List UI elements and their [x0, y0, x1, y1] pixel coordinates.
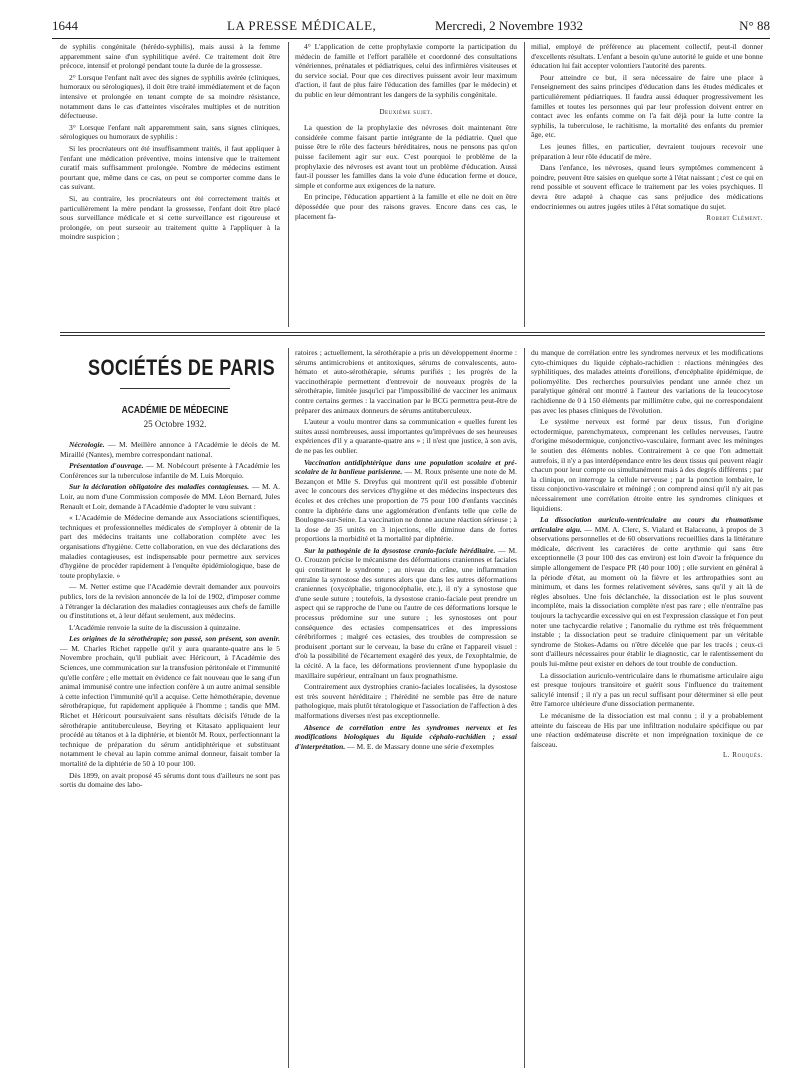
- entry-title: Sur la pathogénie de la dysostose cranio-faciale héréditaire.: [304, 545, 496, 555]
- signature: L. Rouquès.: [723, 751, 763, 760]
- entry: [295, 546, 517, 680]
- entry-text: La dissociation auriculo-ventriculaire dans le rhumatisme articulaire aigu est presque toujours transitoire et guérit sous l'influence du traitement salicylé intensif ; il n'y a pas un recul suffisant pour déterminer si elle peut être l'amorce ultérieure d'une dissociation permanente.: [531, 670, 763, 709]
- entry-title: Les origines de la sérothérapie; son passé, son présent, son avenir.: [69, 634, 280, 644]
- entry: [295, 682, 517, 720]
- section-divider: [60, 332, 765, 333]
- entry: [295, 417, 517, 455]
- paragraph: Les jeunes filles, en particulier, devraient toujours recevoir une préparation à leur rôle éducatif de mère.: [531, 141, 763, 161]
- top-column-1: [60, 42, 280, 244]
- paragraph: 4° L'application de cette prophylaxie comporte la participation du médecin de famille et l'effort parallèle et coordonné des consultations vénériennes, prénatales et pédiatriques, celui des infirmières visiteuses et du service social. Pour que ces directives puissent avoir leur maximum d'action, il faut de plus faire l'éducation des familles (par le médecin) et du public en leur démontrant les dangers de la syphilis congénitale.: [295, 42, 517, 99]
- entry-text: Le système nerveux est formé par deux tissus, l'un d'origine ectodermique, parenchymateux, comprenant les cellules nerveuses, l'autre d'origine mésodermique, conjonctivo-vasculaire, formant avec les méninges le soutien des éléments nobles. Contrairement à ce que l'on admettait autrefois, il n'y a pas interdépendance entre les deux tissus qui peuvent réagir chacun pour leur compte ou simultanément mais à des degrés différents ; par la clinique, on interroge la cellule nerveuse ; par la ponction lombaire, le tissu conjonctivo-vasculaire et méningé ; on comprend ainsi qu'il n'y ait pas nécessairement une corrélation étroite entre les syndromes cliniques et liquidiens.: [531, 417, 763, 513]
- paragraph: La question de la prophylaxie des névroses doit maintenant être considérée comme faisant partie intégrante de la pédiatrie. Quel que puisse être le rôle des facteurs héréditaires, nous ne pensons pas qu'on puisse facilement agir sur eux. C'est pourquoi le problème de la prophylaxie des névroses est avant tout un problème d'éducation. Aussi faut-il pousser les familles dans la voie d'une éducation ferme et douce, simple et conforme aux exigences de la nature.: [295, 123, 517, 190]
- top-column-3: [531, 42, 763, 226]
- entry-text: — M. A. Loir, au nom d'une Commission composée de MM. Léon Bernard, Jules Renault et Loir, demande à l'Académie d'adopter le vœu suivant :: [60, 482, 281, 511]
- paragraph: Si les procréateurs ont été insuffisamment traités, il faut appliquer à l'enfant une médication préventive, moins intensive que le traitement curatif mais suffisamment prolongée. Nombre de médecins estiment pourtant que, même dans ce cas, on peut se comporter comme dans le cas suivant.: [60, 143, 280, 192]
- entry-title: Sur la déclaration obligatoire des maladies contagieuses.: [69, 482, 250, 492]
- paragraph: Si, au contraire, les procréateurs ont été correctement traités et particulièrement la mère pendant la grossesse, l'enfant doit être placé sous surveillance médicale et si cette surveillance est rigoureuse et prolongée, on peut surseoir au traitement quitte à l'appliquer à la moindre suspicion ;: [60, 193, 280, 242]
- entry: [60, 440, 280, 459]
- signature: Robert Clément.: [706, 214, 763, 223]
- paragraph: de syphilis congénitale (hérédo-syphilis), mais aussi à la femme apparemment saine d'un syphilitique avéré. Ce traitement doit être précoce, intensif et prolongé pendant toute la durée de la grossesse.: [60, 42, 280, 71]
- page-header: [52, 16, 770, 39]
- entry: [60, 634, 280, 768]
- entry: [295, 348, 517, 415]
- paragraph: Pour atteindre ce but, il sera nécessaire de faire une place à l'enseignement des sains principes d'éducation dans les études médicales et particulièrement pédiatriques. Il faudra aussi éduquer progressivement les familles et toutes les personnes qui par leur profession doivent entrer en contact avec les enfants comme on l'a fait déjà pour la lutte contre la syphilis, la tuberculose, le rachitisme, la mortalité des enfants du premier âge, etc.: [531, 72, 763, 140]
- entry: [531, 417, 763, 513]
- entry: [60, 623, 280, 633]
- entry-text: — M. Charles Richet rappelle qu'il y aura quarante-quatre ans le 5 Novembre prochain, qu'il publiait avec Héricourt, à l'Académie des Sciences, une communication sur la transfusion péritonéale et l'immunité qu'elle confère ; elle mettait en évidence ce fait nouveau que le sang d'un animal immunisé contre une infection confère à un autre animal sensible à cette infection l'immunité qu'il a acquise. Cette hémothérapie, devenue sérothérapique, fut rapidement appliquée à l'homme ; tandis que MM. Richet et Héricourt poursuivaient sans résultats décisifs l'étude de la sérothérapie antituberculeuse, Beyring et Kitasato appliquaient leur procédé au tétanos et à la diphtérie, et bientôt M. Roux, perfectionnant la technique de préparation du sérum antidiphtérique et substituant notamment le cheval au lapin comme animal donneur, faisait tomber la mortalité de la diphtérie de 50 à 10 pour 100.: [60, 643, 280, 768]
- entry-text: — M. E. de Massary donne une série d'exemples: [345, 741, 494, 751]
- paragraph: milial, employé de préférence au placement collectif, peut-il donner d'excellents résultats. L'enfant a besoin qu'une autorité le guide et une bonne éducation lui fait accepter volontiers l'autorité des parents.: [531, 42, 763, 71]
- entry-title: Nécrologie.: [69, 440, 105, 449]
- paragraph: 3° Lorsque l'enfant naît apparemment sain, sans signes cliniques, sérologiques ou humoraux de syphilis :: [60, 122, 280, 142]
- entry-text: du manque de corrélation entre les syndromes nerveux et les modifications cyto-chimiques du liquide céphalo-rachidien : réactions méningées des syphilitiques, des malades atteints d'oreillons, d'encéphalite épidémique, de poliomyélite. Des recherches poursuivies pendant une année chez un paralytique général ont montré à l'auteur des variations de la leucocytose rachidienne de 0 à 150 éléments par millimètre cube, qui ne correspondaient pas avec les phases cliniques de l'évolution.: [531, 348, 763, 415]
- column-rule: [288, 42, 289, 327]
- issue-date: Mercredi, 2 Novembre 1932: [435, 18, 584, 33]
- journal-title: LA PRESSE MÉDICALE,: [227, 18, 377, 33]
- column-rule: [524, 348, 525, 1068]
- entry: [295, 723, 517, 752]
- entry-title: Présentation d'ouvrage.: [69, 461, 144, 471]
- academy-heading: ACADÉMIE DE MÉDECINE: [121, 405, 229, 416]
- entry-text: — M. Nobécourt présente à l'Académie les Conférences sur la tuberculose infantile de M. Luis Morquio.: [60, 461, 280, 480]
- entry-title: Vaccination antidiphtérique dans une population scolaire et pré-scolaire de la banlieue parisienne.: [295, 457, 517, 477]
- subject-heading: Deuxième sujet.: [379, 107, 433, 116]
- bottom-column-2: [295, 348, 517, 753]
- column-rule: [288, 348, 289, 1068]
- entry: [531, 515, 763, 669]
- page-number: 1644: [52, 18, 78, 33]
- entry: [531, 711, 763, 749]
- entry-text: « L'Académie de Médecine demande aux Associations scientifiques, techniques et professionnelles médicales de s'employer à obtenir de la part des médecins traitants une collaboration complète avec les organisations d'hygiène. Cette collaboration, en vue des déclarations des maladies contagieuses, est indispensable pour permettre aux services d'hygiène de procéder rapidement à l'enquête épidémiologique, base de toute prophylaxie. »: [60, 513, 280, 580]
- session-date: 25 Octobre 1932.: [143, 419, 207, 429]
- bottom-column-1: [60, 440, 280, 792]
- entry-text: L'Académie renvoie la suite de la discussion à quinzaine.: [69, 622, 241, 632]
- entry-text: — M. Netter estime que l'Académie devrait demander aux pouvoirs publics, lors de la revision annoncée de la loi de 1902, d'imposer comme à l'étranger la déclaration des maladies contagieuses aux chefs de famille ou d'institutions et, à leur défaut seulement, aux médecins.: [60, 582, 280, 621]
- entry: [60, 461, 280, 480]
- entry-text: Contrairement aux dystrophies cranio-faciales localisées, la dysostose est très souvent héréditaire ; l'hérédité ne semble pas être de nature pathologique, mais plutôt tératologique et l'association de l'affection à des malformations diverses n'est pas exceptionnelle.: [295, 682, 517, 720]
- entry: [531, 348, 763, 415]
- entry-text: — M. O. Crouzon précise le mécanisme des déformations craniennes et faciales qui constituent le syndrome ; au niveau du crâne, une inflammation entraîne la synostose des sutures alors que dans les autres déformations craniennes (oxycéphalie, trigonocéphalie, etc.), il n'y a synostose que d'une seule suture ; toutefois, la dysostose cranio-faciale peut prendre un aspect qui se rapproche de l'une ou l'autre de ces déformations lorsque le processus prédomine sur une suture ; les synostoses ont pour conséquence des ectasies compensatrices et des impressions cérébriformes ; malgré ces ectasies, des troubles de compression se produisent ,portant sur le cerveau, la base du crâne et l'appareil visuel : d'où la possibilité de l'écartement exagéré des yeux, de l'exophtalmie, de la cécité. A la face, les déformations proviennent d'une hypoplasie du maxillaire supérieur, entraînant un faux prognathisme.: [295, 545, 517, 680]
- entry: [60, 582, 280, 620]
- entry-title: La dissociation auriculo-ventriculaire au cours du rhumatisme articulaire aigu.: [531, 515, 763, 534]
- entry: [60, 513, 280, 580]
- entry-text: — MM. A. Clerc, S. Vialard et Balaceanu, à propos de 3 observations personnelles et de 60 observations recueillies dans la littérature médicale, décrivent les caractères de cette arythmie qui sans être exceptionnelle (3 pour 100 des cas environ) est loin d'avoir la fréquence du simple allongement de l'espace PR (40 pour 100) ; elle survient en général à la période d'état, au moment où la fièvre et les arthropathies sont au minimum, et dans les formes relativement sévères, sans qu'il y ait là de règles absolues. Une fois déclanchée, la dissociation est le plus souvent incomplète, mais la dissociation complète n'est pas rare ; elle n'entraîne pas toujours la tachycardie excessive qui en est l'expression classique et l'on peut noter une tachycardie relative ; l'anomalie du rythme est très fréquemment instable ; la dissociation peut se traduire cliniquement par un véritable syndrome de Stokes-Adams ou n'être décelée que par les tracés ; ceux-ci sont d'ailleurs nécessaires pour établir le diagnostic, car le ralentissement du pouls lui-même peut exister en dehors de tout trouble de conduction.: [531, 524, 763, 668]
- paragraph: Dans l'enfance, les névroses, quand leurs symptômes commencent à poindre, peuvent être saisies en quelque sorte à l'état naissant ; c'est ce qui en rend possible et souvent efficace le traitement par les voies psychiques. Il devra être adapté à chaque cas sans préjudice des médications endocriniennes ou autres jugées utiles à l'état somatique du sujet.: [531, 163, 763, 211]
- entry-title: Absence de corrélation entre les syndromes nerveux et les modifications biologiques du liquide céphalo-rachidien ; essai d'interprétation.: [295, 722, 517, 751]
- entry-text: Le mécanisme de la dissociation est mal connu ; il y a probablement atteinte du faisceau de His par une infiltration nodulaire spécifique ou par une réaction œdémateuse discrète et non imprégnation toxinique de ce faisceau.: [531, 710, 763, 749]
- entry-text: — M. Roux présente une note de M. Bezançon et Mlle S. Dreyfus qui montrent qu'il est possible d'obtenir avec le concours des services d'hygiène et des médecins inspecteurs des écoles et des crèches une proportion de 75 pour 100 d'enfants vaccinés contre la diphtérie dans une agglomération d'enfants telle que celle de Boulogne-sur-Seine. La vaccination ne donne aucune réaction sérieuse ; à la dose de 35 unités en 3 injections, elle diminue dans de fortes proportions la morbidité et la mortalité par diphtérie.: [295, 467, 517, 544]
- entry-text: — M. Meillère annonce à l'Académie le décès de M. Miraillé (Nantes), membre correspondant national.: [60, 440, 280, 459]
- entry: [295, 458, 517, 544]
- entry: [60, 482, 280, 511]
- section-divider: [60, 335, 765, 336]
- entry: [531, 671, 763, 709]
- entry-text: ratoires ; actuellement, la sérothérapie a pris un développement énorme : sérums antimicrobiens et antitoxiques, sérums de convalescents, auto-hémato et auto-sérothérapie, sérums purifiés ; les progrès de la vaccinothérapie permettent d'entrevoir de nouveaux progrès de la sérothérapie, limitée jusqu'ici par l'impossibilité de vacciner les animaux contre certains germes : la vaccination par le BCG permettra peut-être de préparer des animaux donneurs de sérums antituberculeux.: [295, 348, 517, 415]
- section-title: SOCIÉTÉS DE PARIS: [88, 355, 276, 380]
- entry-text: Dès 1899, on avait proposé 45 sérums dont tous d'ailleurs ne sont pas sortis du domaine des labo-: [60, 770, 280, 790]
- entry: [60, 771, 280, 790]
- issue-number: N° 88: [739, 18, 770, 33]
- bottom-column-3: [531, 348, 763, 763]
- paragraph: En principe, l'éducation appartient à la famille et elle ne doit en être dépossédée que pour des raisons graves. Encore dans ces cas, le placement fa-: [295, 192, 517, 221]
- title-rule: [120, 388, 230, 389]
- column-rule: [524, 42, 525, 327]
- entry-text: L'auteur a voulu montrer dans sa communication « quelles furent les suites aussi nombreuses, aussi importantes qu'imprévues de ses heureuses expériences d'il y a quarante-quatre ans » ; il n'est que justice, à son avis, de ne pas les oublier.: [295, 417, 517, 455]
- top-column-2: [295, 42, 517, 223]
- paragraph: 2° Lorsque l'enfant naît avec des signes de syphilis avérée (cliniques, humoraux ou sérologiques), il doit être traité immédiatement et de façon intensive et prolongée en tenant compte de sa moindre résistance, notamment dans le cas d'atteintes viscérales multiples et de nutrition défectueuse.: [60, 72, 280, 121]
